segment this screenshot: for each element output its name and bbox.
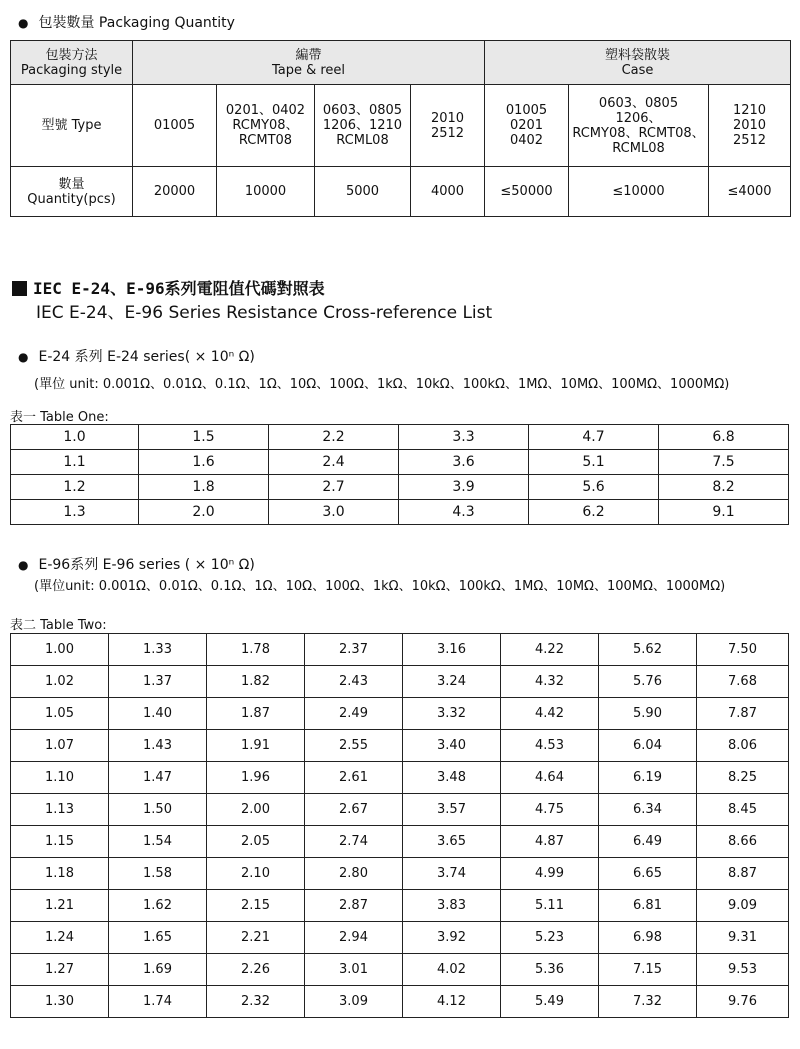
type-value: 1206、1210	[322, 118, 403, 133]
quantity-label-en: Quantity(pcs)	[27, 191, 116, 207]
packaging-heading-text: 包裝數量 Packaging Quantity	[38, 15, 235, 31]
table-cell: 2.10	[207, 858, 305, 890]
table-cell: 5.62	[599, 634, 697, 666]
quantity-cell: 20000	[133, 167, 217, 217]
type-label: 型號 Type	[11, 85, 133, 167]
packaging-style-cn: 包裝方法	[45, 47, 98, 63]
table-cell: 5.49	[501, 986, 599, 1018]
table-cell: 1.2	[11, 475, 139, 500]
type-value: 2512	[430, 125, 465, 141]
table-cell: 2.94	[305, 922, 403, 954]
type-value: RCMT08	[238, 133, 293, 148]
table-cell: 1.33	[109, 634, 207, 666]
table-row	[11, 922, 789, 954]
table-cell: 3.32	[403, 698, 501, 730]
table-cell: 2.37	[305, 634, 403, 666]
type-value: RCMY08、RCMT08、	[572, 125, 705, 141]
table-cell: 9.53	[697, 954, 789, 986]
table-cell: 2.21	[207, 922, 305, 954]
type-value: 2010	[430, 110, 465, 126]
table-row	[11, 425, 789, 450]
type-cell	[411, 85, 485, 167]
packaging-heading	[18, 12, 235, 32]
iec-subtitle: IEC E-24、E-96 Series Resistance Cross-reference List	[36, 303, 493, 323]
table-cell: 3.74	[403, 858, 501, 890]
table-cell: 2.80	[305, 858, 403, 890]
type-cell	[217, 85, 315, 167]
table-cell: 6.98	[599, 922, 697, 954]
table-row	[11, 450, 789, 475]
tape-reel-en: Tape & reel	[271, 62, 346, 78]
table-cell: 1.07	[11, 730, 109, 762]
table-cell: 8.06	[697, 730, 789, 762]
table-cell: 1.47	[109, 762, 207, 794]
table-cell: 2.15	[207, 890, 305, 922]
table-cell: 4.64	[501, 762, 599, 794]
tape-reel-cn: 編帶	[295, 47, 322, 63]
e96-unit: (單位unit: 0.001Ω、0.01Ω、0.1Ω、1Ω、10Ω、100Ω、1kΩ、10kΩ、100kΩ、1MΩ、10MΩ、100MΩ、1000MΩ)	[34, 579, 726, 594]
type-cell	[709, 85, 791, 167]
type-value: 0603、0805	[322, 103, 403, 118]
table-cell: 2.26	[207, 954, 305, 986]
type-value: RCMY08、	[232, 118, 299, 133]
type-row	[11, 85, 791, 167]
table-cell: 1.96	[207, 762, 305, 794]
tape-reel-header	[133, 41, 485, 85]
type-value: 0201、0402	[225, 103, 306, 118]
table-cell: 1.05	[11, 698, 109, 730]
table-cell: 3.40	[403, 730, 501, 762]
table-cell: 1.74	[109, 986, 207, 1018]
quantity-cell: 10000	[217, 167, 315, 217]
table-cell: 4.99	[501, 858, 599, 890]
table-cell: 1.91	[207, 730, 305, 762]
table-cell: 1.37	[109, 666, 207, 698]
table-cell: 8.2	[659, 475, 789, 500]
type-value: RCML08	[612, 140, 665, 156]
table-cell: 1.27	[11, 954, 109, 986]
table-cell: 7.87	[697, 698, 789, 730]
type-value: 0201	[509, 118, 544, 133]
table-cell: 2.05	[207, 826, 305, 858]
type-value: 01005	[153, 118, 196, 133]
table-cell: 4.32	[501, 666, 599, 698]
table-cell: 3.48	[403, 762, 501, 794]
table-row	[11, 698, 789, 730]
table-cell: 6.65	[599, 858, 697, 890]
case-header	[485, 41, 791, 85]
e96-table	[10, 633, 789, 1018]
table-cell: 4.3	[399, 500, 529, 525]
packaging-style-en: Packaging style	[20, 62, 123, 78]
table-cell: 2.7	[269, 475, 399, 500]
table-cell: 1.5	[139, 425, 269, 450]
table-cell: 5.23	[501, 922, 599, 954]
type-cell	[485, 85, 569, 167]
table-row	[11, 475, 789, 500]
table-cell: 1.43	[109, 730, 207, 762]
table-cell: 5.90	[599, 698, 697, 730]
table-row	[11, 634, 789, 666]
table-cell: 6.2	[529, 500, 659, 525]
table-cell: 3.24	[403, 666, 501, 698]
table-cell: 1.78	[207, 634, 305, 666]
table-cell: 5.36	[501, 954, 599, 986]
table-cell: 6.34	[599, 794, 697, 826]
table-cell: 5.1	[529, 450, 659, 475]
table-cell: 1.82	[207, 666, 305, 698]
table-cell: 1.8	[139, 475, 269, 500]
type-value: RCML08	[336, 133, 389, 148]
quantity-label	[11, 167, 133, 217]
type-value: 2512	[732, 133, 767, 148]
table-cell: 4.7	[529, 425, 659, 450]
table-cell: 2.43	[305, 666, 403, 698]
e24-heading-text: E-24 系列 E-24 series( × 10ⁿ Ω)	[38, 349, 255, 365]
table-cell: 5.6	[529, 475, 659, 500]
table-cell: 6.19	[599, 762, 697, 794]
table-cell: 2.61	[305, 762, 403, 794]
table-cell: 7.15	[599, 954, 697, 986]
table-cell: 3.16	[403, 634, 501, 666]
table-cell: 1.02	[11, 666, 109, 698]
table-cell: 9.76	[697, 986, 789, 1018]
quantity-row	[11, 167, 791, 217]
quantity-label-cn: 數量	[58, 176, 85, 192]
e24-table	[10, 424, 789, 525]
table-cell: 1.18	[11, 858, 109, 890]
table-cell: 9.31	[697, 922, 789, 954]
table-cell: 2.74	[305, 826, 403, 858]
iec-title-text: IEC E-24、E-96系列電阻值代碼對照表	[33, 279, 325, 298]
table-row	[11, 762, 789, 794]
quantity-cell: ≤10000	[569, 167, 709, 217]
table-cell: 4.87	[501, 826, 599, 858]
table-cell: 2.0	[139, 500, 269, 525]
table-cell: 2.67	[305, 794, 403, 826]
table-cell: 9.09	[697, 890, 789, 922]
type-cell	[569, 85, 709, 167]
type-value: 0402	[509, 133, 544, 148]
table-cell: 3.09	[305, 986, 403, 1018]
e96-heading	[18, 554, 255, 574]
table-cell: 6.8	[659, 425, 789, 450]
table-cell: 9.1	[659, 500, 789, 525]
case-en: Case	[621, 62, 654, 78]
table-cell: 6.49	[599, 826, 697, 858]
table-cell: 4.42	[501, 698, 599, 730]
table-cell: 1.40	[109, 698, 207, 730]
table-cell: 7.68	[697, 666, 789, 698]
square-bullet-icon	[12, 281, 27, 296]
table-cell: 8.45	[697, 794, 789, 826]
table-row	[11, 794, 789, 826]
e96-heading-text: E-96系列 E-96 series ( × 10ⁿ Ω)	[38, 557, 255, 573]
bullet-icon: ●	[18, 350, 29, 364]
table-cell: 1.3	[11, 500, 139, 525]
packaging-style-header	[11, 41, 133, 85]
table-cell: 5.11	[501, 890, 599, 922]
table-cell: 1.50	[109, 794, 207, 826]
table-cell: 3.92	[403, 922, 501, 954]
table-cell: 8.66	[697, 826, 789, 858]
table-cell: 7.32	[599, 986, 697, 1018]
table-row	[11, 858, 789, 890]
table-one-caption: 表一 Table One:	[10, 410, 109, 425]
quantity-cell: ≤4000	[709, 167, 791, 217]
table-cell: 4.12	[403, 986, 501, 1018]
table-cell: 1.58	[109, 858, 207, 890]
table-cell: 4.53	[501, 730, 599, 762]
bullet-icon: ●	[18, 558, 29, 572]
table-cell: 2.87	[305, 890, 403, 922]
table-cell: 3.9	[399, 475, 529, 500]
packaging-table	[10, 40, 791, 217]
table-row	[11, 666, 789, 698]
table-row	[11, 890, 789, 922]
table-cell: 1.0	[11, 425, 139, 450]
table-cell: 4.02	[403, 954, 501, 986]
table-cell: 8.25	[697, 762, 789, 794]
table-cell: 8.87	[697, 858, 789, 890]
table-cell: 5.76	[599, 666, 697, 698]
table-row	[11, 500, 789, 525]
table-cell: 4.22	[501, 634, 599, 666]
table-cell: 1.54	[109, 826, 207, 858]
table-cell: 2.00	[207, 794, 305, 826]
table-cell: 3.6	[399, 450, 529, 475]
type-value: 2010	[732, 118, 767, 133]
e24-heading	[18, 346, 255, 366]
table-cell: 1.69	[109, 954, 207, 986]
table-cell: 1.10	[11, 762, 109, 794]
type-cell	[315, 85, 411, 167]
table-cell: 7.5	[659, 450, 789, 475]
quantity-cell: 4000	[411, 167, 485, 217]
table-cell: 4.75	[501, 794, 599, 826]
table-row	[11, 730, 789, 762]
table-cell: 2.49	[305, 698, 403, 730]
table-cell: 3.65	[403, 826, 501, 858]
e24-unit: (單位 unit: 0.001Ω、0.01Ω、0.1Ω、1Ω、10Ω、100Ω、1kΩ、10kΩ、100kΩ、1MΩ、10MΩ、100MΩ、1000MΩ)	[34, 377, 730, 392]
table-cell: 1.24	[11, 922, 109, 954]
table-cell: 1.1	[11, 450, 139, 475]
table-row	[11, 954, 789, 986]
table-cell: 3.3	[399, 425, 529, 450]
type-cell	[133, 85, 217, 167]
table-row	[11, 986, 789, 1018]
table-row	[11, 826, 789, 858]
table-cell: 7.50	[697, 634, 789, 666]
table-cell: 1.6	[139, 450, 269, 475]
table-cell: 3.01	[305, 954, 403, 986]
type-value: 01005	[505, 103, 548, 118]
quantity-cell: 5000	[315, 167, 411, 217]
table-cell: 2.4	[269, 450, 399, 475]
table-cell: 2.32	[207, 986, 305, 1018]
table-cell: 1.21	[11, 890, 109, 922]
table-cell: 1.13	[11, 794, 109, 826]
table-cell: 1.30	[11, 986, 109, 1018]
bullet-icon: ●	[18, 16, 29, 30]
table-cell: 2.55	[305, 730, 403, 762]
table-cell: 1.87	[207, 698, 305, 730]
table-cell: 1.62	[109, 890, 207, 922]
table-cell: 1.65	[109, 922, 207, 954]
table-cell: 3.57	[403, 794, 501, 826]
case-cn: 塑料袋散裝	[605, 47, 671, 63]
table-cell: 1.00	[11, 634, 109, 666]
type-value: 1206、	[615, 110, 662, 126]
type-value: 1210	[732, 103, 767, 118]
type-value: 0603、0805	[598, 95, 679, 111]
table-cell: 3.0	[269, 500, 399, 525]
table-cell: 6.81	[599, 890, 697, 922]
quantity-cell: ≤50000	[485, 167, 569, 217]
table-cell: 6.04	[599, 730, 697, 762]
table-cell: 2.2	[269, 425, 399, 450]
table-cell: 3.83	[403, 890, 501, 922]
table-two-caption: 表二 Table Two:	[10, 618, 107, 633]
iec-title	[12, 276, 325, 299]
table-cell: 1.15	[11, 826, 109, 858]
